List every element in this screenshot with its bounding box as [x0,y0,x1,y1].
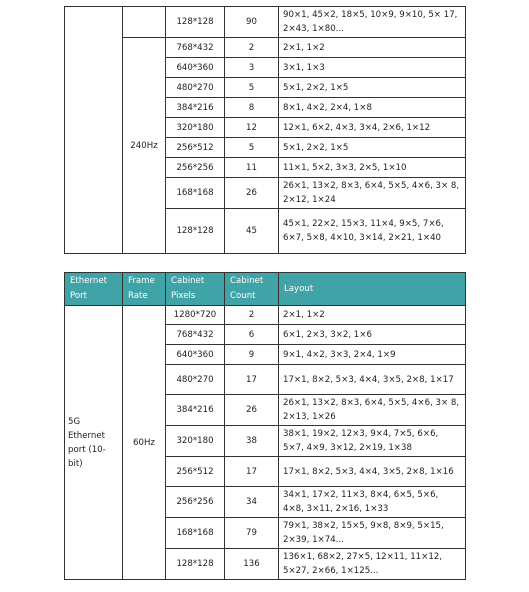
cabinet-count-cell: 26 [225,178,279,209]
cabinet-count-cell: 26 [225,395,279,426]
table-240hz-continued [64,6,466,254]
cabinet-pixels-cell: 128*128 [166,7,225,38]
cabinet-count-cell: 8 [225,98,279,118]
cabinet-count-cell: 17 [225,365,279,395]
layout-cell: 79×1, 38×2, 15×5, 9×8, 8×9, 5×15, 2×39, 1×74... [279,518,466,549]
layout-cell: 90×1, 45×2, 18×5, 10×9, 9×10, 5× 17, 2×43, 1×80... [279,7,466,38]
cabinet-pixels-cell: 320*180 [166,426,225,457]
cabinet-count-cell: 90 [225,7,279,38]
layout-cell: 8×1, 4×2, 2×4, 1×8 [279,98,466,118]
cabinet-count-cell: 11 [225,158,279,178]
cabinet-pixels-cell: 480*270 [166,78,225,98]
layout-cell: 2×1, 1×2 [279,306,466,325]
table-row [65,38,466,58]
cabinet-count-cell: 3 [225,58,279,78]
frame-rate-cell-prev [123,7,166,38]
layout-cell: 26×1, 13×2, 8×3, 6×4, 5×5, 4×6, 3× 8, 2×12, 1×24 [279,178,466,209]
cabinet-pixels-cell: 256*256 [166,487,225,518]
cabinet-count-cell: 2 [225,306,279,325]
layout-cell: 45×1, 22×2, 15×3, 11×4, 9×5, 7×6, 6×7, 5×8, 4×10, 3×14, 2×21, 1×40 [279,209,466,254]
layout-cell: 5×1, 2×2, 1×5 [279,138,466,158]
cabinet-count-cell: 38 [225,426,279,457]
frame-rate-cell: 240Hz [123,38,166,254]
cabinet-pixels-cell: 128*128 [166,209,225,254]
header-row [65,273,466,306]
cabinet-pixels-cell: 168*168 [166,178,225,209]
table-row [65,306,466,325]
ethernet-port-cell: 5G Ethernet port (10-bit) [65,306,123,580]
cabinet-pixels-cell: 256*256 [166,158,225,178]
header-cabinet-pixels: Cabinet Pixels [166,273,225,306]
cabinet-pixels-cell: 384*216 [166,395,225,426]
cabinet-count-cell: 34 [225,487,279,518]
cabinet-count-cell: 17 [225,457,279,487]
cabinet-pixels-cell: 128*128 [166,549,225,580]
ethernet-port-cell [65,7,123,254]
layout-cell: 12×1, 6×2, 4×3, 3×4, 2×6, 1×12 [279,118,466,138]
cabinet-pixels-cell: 256*512 [166,138,225,158]
cabinet-pixels-cell: 168*168 [166,518,225,549]
layout-cell: 3×1, 1×3 [279,58,466,78]
cabinet-pixels-cell: 384*216 [166,98,225,118]
cabinet-count-cell: 5 [225,78,279,98]
table-5g-ethernet-60hz [64,272,466,580]
layout-cell: 34×1, 17×2, 11×3, 8×4, 6×5, 5×6, 4×8, 3×11, 2×16, 1×33 [279,487,466,518]
header-frame-rate: Frame Rate [123,273,166,306]
layout-cell: 38×1, 19×2, 12×3, 9×4, 7×5, 6×6, 5×7, 4×9, 3×12, 2×19, 1×38 [279,426,466,457]
layout-cell: 17×1, 8×2, 5×3, 4×4, 3×5, 2×8, 1×16 [279,457,466,487]
cabinet-count-cell: 136 [225,549,279,580]
cabinet-count-cell: 5 [225,138,279,158]
layout-cell: 2×1, 1×2 [279,38,466,58]
layout-cell: 26×1, 13×2, 8×3, 6×4, 5×5, 4×6, 3× 8, 2×13, 1×26 [279,395,466,426]
frame-rate-cell: 60Hz [123,306,166,580]
layout-cell: 17×1, 8×2, 5×3, 4×4, 3×5, 2×8, 1×17 [279,365,466,395]
cabinet-count-cell: 9 [225,345,279,365]
header-cabinet-count: Cabinet Count [225,273,279,306]
layout-cell: 9×1, 4×2, 3×3, 2×4, 1×9 [279,345,466,365]
header-layout: Layout [279,273,466,306]
cabinet-count-cell: 2 [225,38,279,58]
layout-cell: 6×1, 2×3, 3×2, 1×6 [279,325,466,345]
layout-cell: 136×1, 68×2, 27×5, 12×11, 11×12, 5×27, 2×66, 1×125... [279,549,466,580]
layout-cell: 11×1, 5×2, 3×3, 2×5, 1×10 [279,158,466,178]
cabinet-pixels-cell: 640*360 [166,345,225,365]
cabinet-count-cell: 12 [225,118,279,138]
cabinet-count-cell: 45 [225,209,279,254]
cabinet-pixels-cell: 768*432 [166,38,225,58]
cabinet-pixels-cell: 480*270 [166,365,225,395]
cabinet-pixels-cell: 768*432 [166,325,225,345]
cabinet-pixels-cell: 640*360 [166,58,225,78]
header-ethernet-port: Ethernet Port [65,273,123,306]
cabinet-pixels-cell: 1280*720 [166,306,225,325]
cabinet-count-cell: 79 [225,518,279,549]
table-row [65,7,466,38]
cabinet-pixels-cell: 320*180 [166,118,225,138]
cabinet-count-cell: 6 [225,325,279,345]
layout-cell: 5×1, 2×2, 1×5 [279,78,466,98]
cabinet-pixels-cell: 256*512 [166,457,225,487]
